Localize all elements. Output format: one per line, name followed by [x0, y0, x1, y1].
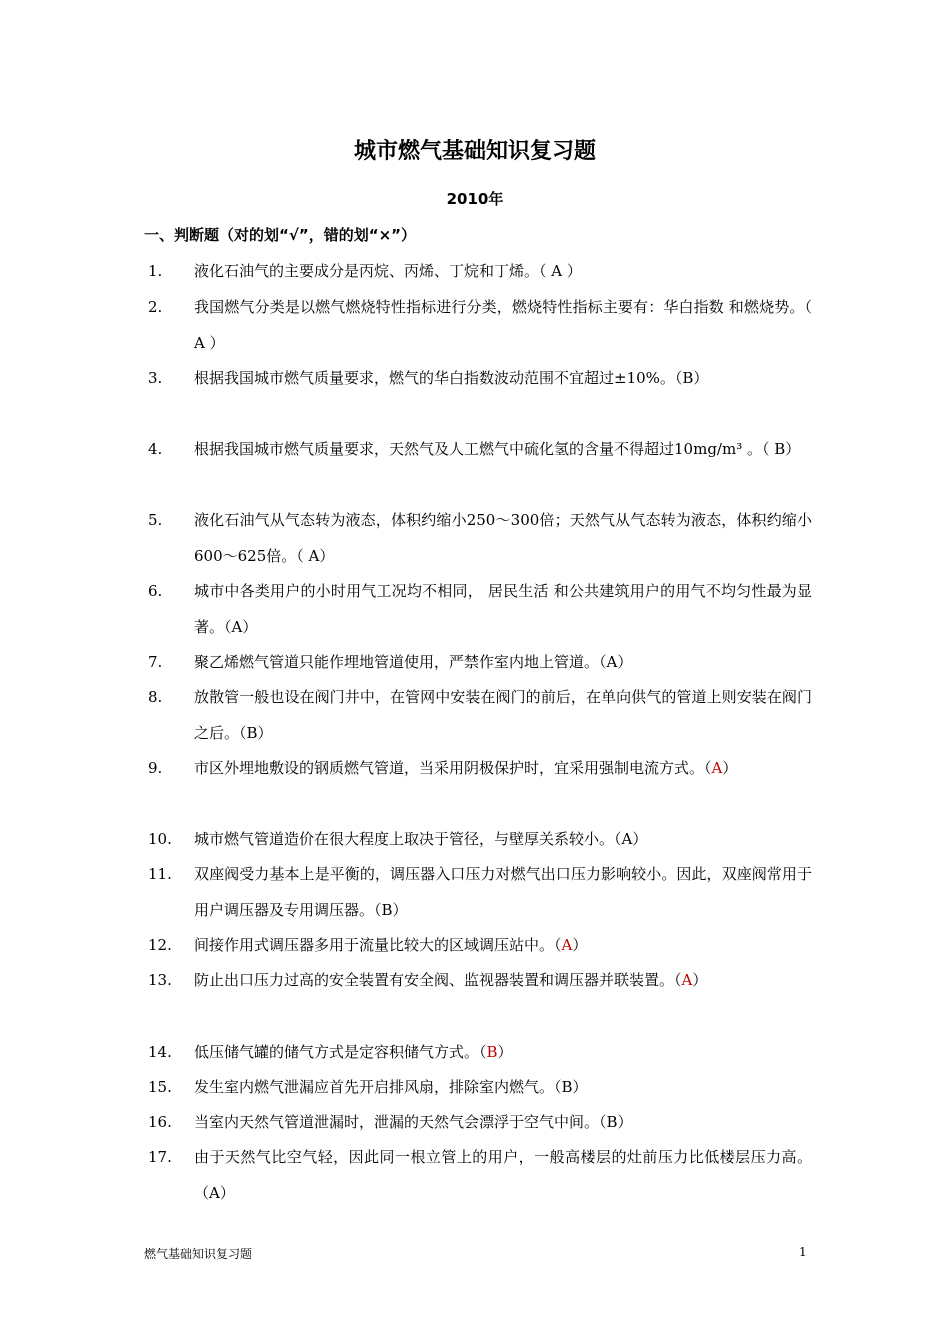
question-number: 6.	[148, 582, 163, 600]
question-number: 10.	[148, 830, 172, 848]
question-number: 9.	[148, 759, 163, 777]
question-item	[148, 574, 812, 645]
section-heading: 一、判断题（对的划“√”，错的划“×”）	[144, 226, 417, 244]
question-statement: 液化石油气从气态转为液态，体积约缩小250～300倍；天然气从气态转为液态，体积约缩小600～625倍。（ A）	[194, 511, 812, 565]
question-number: 13.	[148, 971, 172, 989]
question-number: 3.	[148, 369, 163, 387]
question-text	[194, 680, 812, 751]
question-text	[194, 963, 812, 999]
question-item	[148, 822, 812, 858]
question-text	[194, 1105, 812, 1141]
question-text	[194, 751, 812, 787]
question-number: 14.	[148, 1043, 172, 1061]
question-number: 4.	[148, 440, 163, 458]
question-text	[194, 928, 812, 964]
question-number: 12.	[148, 936, 172, 954]
question-statement: 间接作用式调压器多用于流量比较大的区域调压站中。（	[194, 936, 562, 954]
document-year: 2010年	[446, 190, 504, 208]
question-item	[148, 254, 812, 290]
question-item	[148, 1105, 812, 1141]
answer-close-paren: ）	[572, 936, 588, 954]
question-item	[148, 1140, 812, 1211]
answer-close-paren: ）	[497, 1043, 513, 1061]
answer-close-paren: ）	[692, 971, 708, 989]
question-statement: 根据我国城市燃气质量要求，燃气的华白指数波动范围不宜超过±10%。（B）	[194, 369, 709, 387]
question-item	[148, 645, 812, 681]
question-number: 1.	[148, 262, 163, 280]
answer-close-paren: ）	[722, 759, 738, 777]
question-statement: 双座阀受力基本上是平衡的，调压器入口压力对燃气出口压力影响较小。因此，双座阀常用于用户调压器及专用调压器。（B）	[194, 865, 812, 919]
question-item	[148, 751, 812, 787]
question-item	[148, 503, 812, 574]
question-statement: 根据我国城市燃气质量要求，天然气及人工燃气中硫化氢的含量不得超过10mg/m³ 。（ B）	[194, 440, 801, 458]
question-item	[148, 680, 812, 751]
answer-highlight: A	[561, 936, 573, 954]
question-item	[148, 857, 812, 928]
question-statement: 低压储气罐的储气方式是定容积储气方式。（	[194, 1043, 487, 1061]
question-statement: 由于天然气比空气轻，因此同一根立管上的用户，一般高楼层的灶前压力比低楼层压力高。（A）	[194, 1148, 812, 1202]
question-text	[194, 1140, 812, 1211]
question-text	[194, 503, 812, 574]
question-item	[148, 290, 812, 361]
question-item	[148, 963, 812, 999]
question-number: 7.	[148, 653, 163, 671]
question-text	[194, 822, 812, 858]
question-text	[194, 645, 812, 681]
question-statement: 当室内天然气管道泄漏时，泄漏的天然气会漂浮于空气中间。（B）	[194, 1113, 633, 1131]
question-text	[194, 361, 812, 397]
question-statement: 防止出口压力过高的安全装置有安全阀、监视器装置和调压器并联装置。（	[194, 971, 682, 989]
question-item	[148, 1070, 812, 1106]
question-item	[148, 361, 812, 397]
footer-title: 燃气基础知识复习题	[144, 1247, 253, 1261]
question-number: 2.	[148, 298, 163, 316]
answer-highlight: A	[711, 759, 723, 777]
question-text	[194, 290, 812, 361]
question-statement: 我国燃气分类是以燃气燃烧特性指标进行分类，燃烧特性指标主要有：华白指数 和燃烧势。（ A ）	[194, 298, 812, 352]
question-number: 16.	[148, 1113, 172, 1131]
question-text	[194, 857, 812, 928]
question-text	[194, 254, 812, 290]
answer-highlight: A	[681, 971, 693, 989]
question-item	[148, 432, 812, 468]
question-item	[148, 928, 812, 964]
question-item	[148, 1035, 812, 1071]
question-statement: 发生室内燃气泄漏应首先开启排风扇，排除室内燃气。（B）	[194, 1078, 588, 1096]
question-text	[194, 574, 812, 645]
question-number: 11.	[148, 865, 172, 883]
answer-highlight: B	[486, 1043, 498, 1061]
question-text	[194, 1035, 812, 1071]
question-number: 15.	[148, 1078, 172, 1096]
question-number: 8.	[148, 688, 163, 706]
page-number: 1	[799, 1245, 807, 1259]
question-text	[194, 432, 812, 468]
question-number: 17.	[148, 1148, 172, 1166]
question-statement: 放散管一般也设在阀门井中，在管网中安装在阀门的前后，在单向供气的管道上则安装在阀门之后。（B）	[194, 688, 812, 742]
question-statement: 液化石油气的主要成分是丙烷、丙烯、丁烷和丁烯。（ A ）	[194, 262, 582, 280]
question-text	[194, 1070, 812, 1106]
question-statement: 城市中各类用户的小时用气工况均不相同， 居民生活 和公共建筑用户的用气不均匀性最为显著。（A）	[194, 582, 812, 636]
question-statement: 市区外埋地敷设的钢质燃气管道，当采用阴极保护时，宜采用强制电流方式。（	[194, 759, 712, 777]
document-title: 城市燃气基础知识复习题	[353, 139, 596, 164]
question-statement: 城市燃气管道造价在很大程度上取决于管径，与壁厚关系较小。（A）	[194, 830, 648, 848]
question-number: 5.	[148, 511, 163, 529]
question-statement: 聚乙烯燃气管道只能作埋地管道使用，严禁作室内地上管道。（A）	[194, 653, 633, 671]
